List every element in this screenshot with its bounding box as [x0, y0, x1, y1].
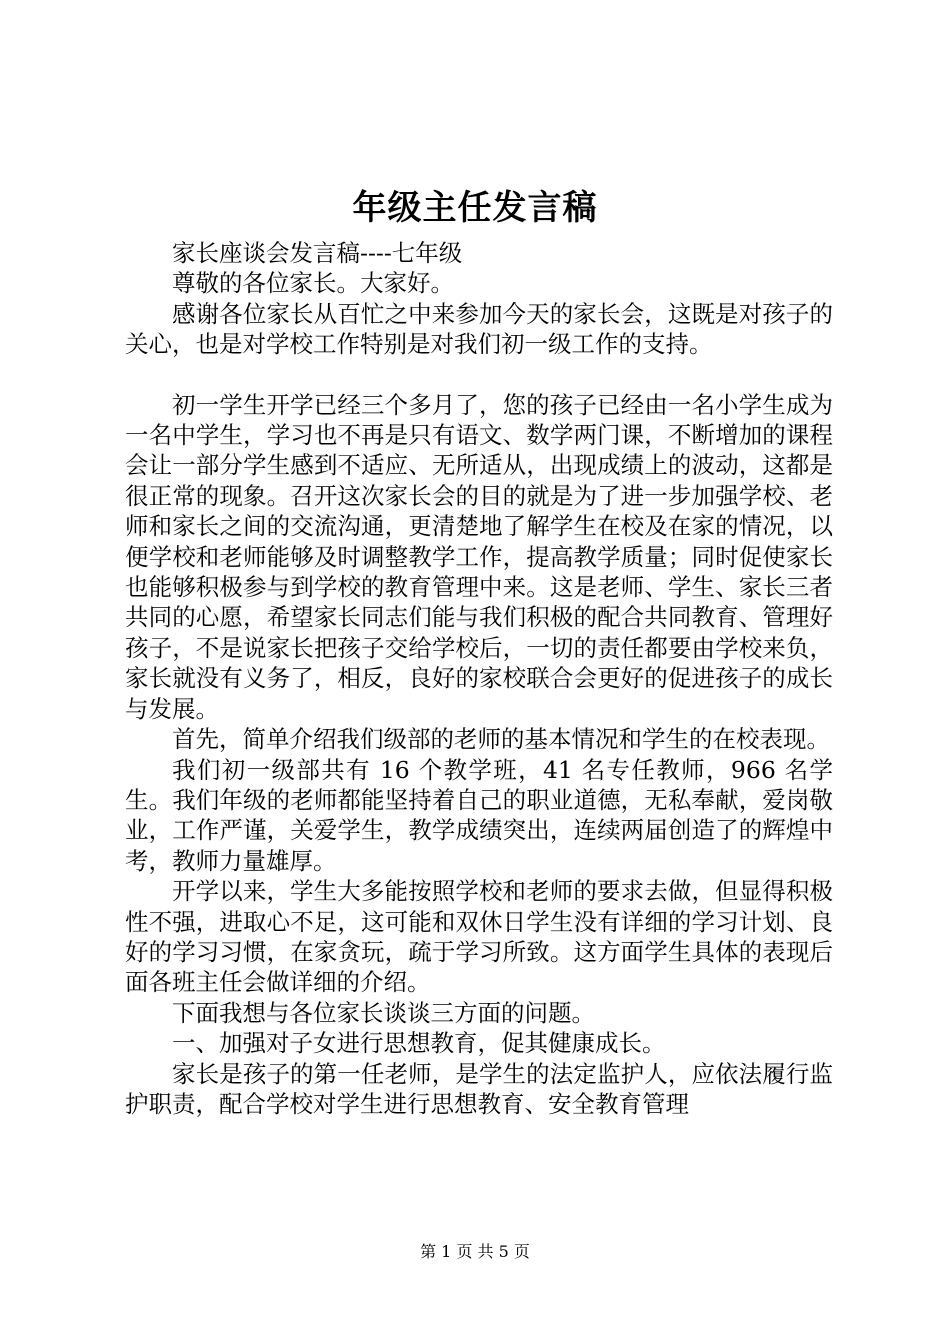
document-title: 年级主任发言稿 — [352, 188, 598, 228]
paragraph-three-topics: 下面我想与各位家长谈谈三方面的问题。 — [172, 998, 595, 1027]
paragraph-intro-teachers: 首先，简单介绍我们级部的老师的基本情况和学生的在校表现。 — [172, 725, 830, 754]
paragraph-heading-line: 家长座谈会发言稿----七年级 — [172, 239, 463, 267]
document-body — [125, 238, 833, 1119]
paragraph-purpose: 初一学生开学已经三个多月了，您的孩子已经由一名小学生成为一名中学生，学习也不再是只有语文、数学两门课，不断增加的课程会让一部分学生感到不适应、无所适从，出现成绩上的波动，这都是很正常的现象。召开这次家长会的目的就是为了进一步加强学校、老师和家长之间的交流沟通，更清楚地了解学生在校及在家的情况，以便学校和老师能够及时调整教学工作，提高教学质量；同时促使家长也能够积极参与到学校的教育管理中来。这是老师、学生、家长三者共同的心愿，希望家长同志们能与我们积极的配合共同教育、管理好孩子，不是说家长把孩子交给学校后，一切的责任都要由学校来负，家长就没有义务了，相反，良好的家校联合会更好的促进孩子的成长与发展。 — [125, 390, 833, 723]
page-footer: 第 1 页 共 5 页 — [420, 1242, 530, 1261]
paragraph-teacher-stats: 我们初一级部共有 16 个教学班，41 名专任教师，966 名学生。我们年级的老师都能坚持着自己的职业道德，无私奉献，爱岗敬业，工作严谨，关爱学生，教学成绩突出，连续两届创造了的辉煌中考，教师力量雄厚。 — [125, 755, 833, 875]
paragraph-parent-role: 家长是孩子的第一任老师，是学生的法定监护人，应依法履行监护职责，配合学校对学生进行思想教育、安全教育管理 — [125, 1059, 833, 1118]
paragraph-student-performance: 开学以来，学生大多能按照学校和老师的要求去做，但显得积极性不强，进取心不足，这可能和双休日学生没有详细的学习计划、良好的学习习惯，在家贪玩，疏于学习所致。这方面学生具体的表现后面各班主任会做详细的介绍。 — [125, 877, 833, 997]
paragraph-greeting: 尊敬的各位家长。大家好。 — [172, 269, 454, 298]
paragraph-thanks: 感谢各位家长从百忙之中来参加今天的家长会，这既是对孩子的关心，也是对学校工作特别是对我们初一级工作的支持。 — [125, 299, 833, 359]
paragraph-section-one-heading: 一、加强对子女进行思想教育，促其健康成长。 — [172, 1029, 666, 1058]
